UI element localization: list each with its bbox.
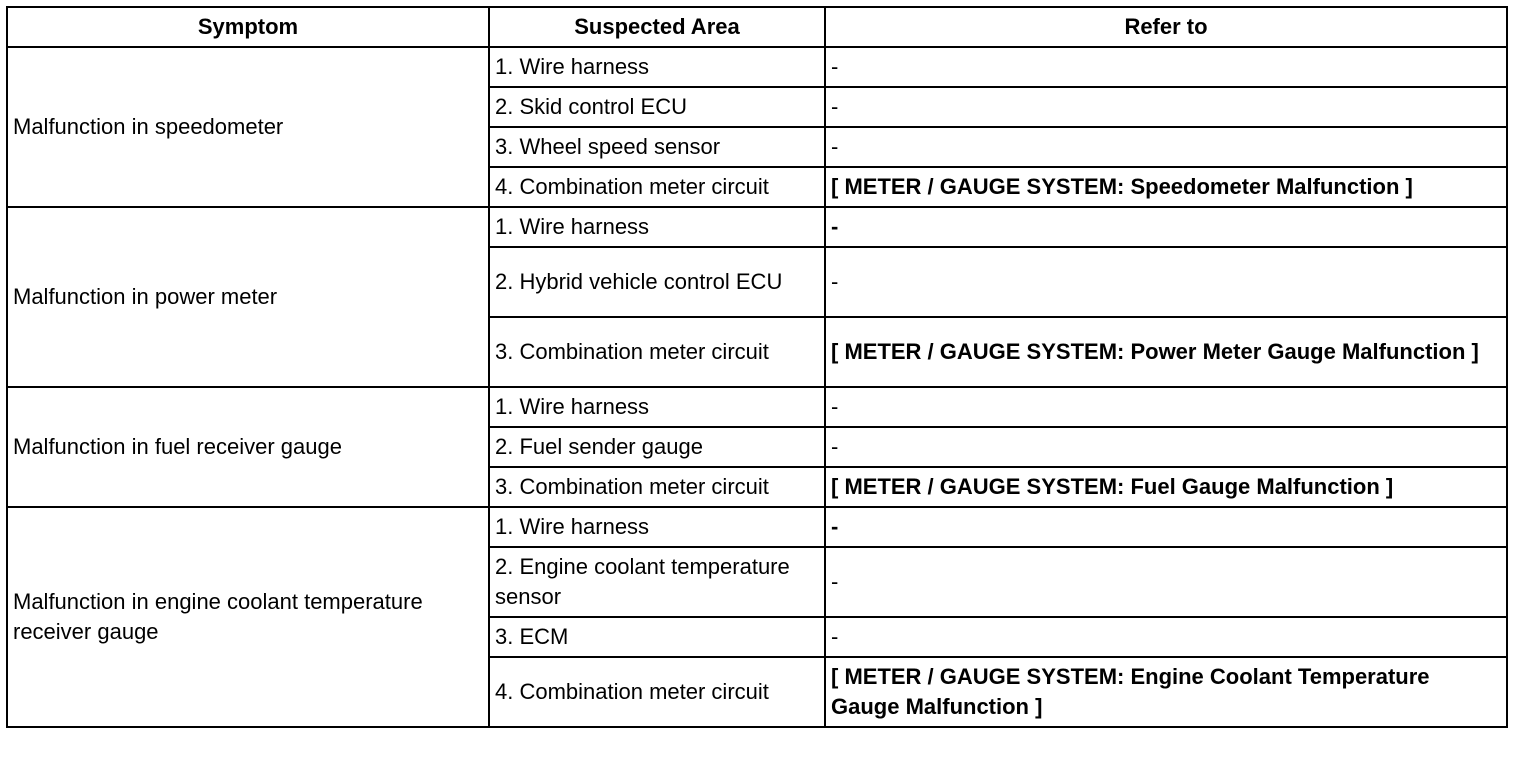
suspected-area-cell: 2. Skid control ECU bbox=[489, 87, 825, 127]
refer-to-cell: - bbox=[825, 127, 1507, 167]
symptom-cell: Malfunction in power meter bbox=[7, 207, 489, 387]
suspected-area-cell: 3. Combination meter circuit bbox=[489, 467, 825, 507]
refer-to-link[interactable]: [ METER / GAUGE SYSTEM: Fuel Gauge Malfunction ] bbox=[825, 467, 1507, 507]
refer-to-cell: - bbox=[825, 47, 1507, 87]
suspected-area-cell: 2. Engine coolant temperature sensor bbox=[489, 547, 825, 617]
suspected-area-cell: 3. Wheel speed sensor bbox=[489, 127, 825, 167]
refer-to-link[interactable]: [ METER / GAUGE SYSTEM: Speedometer Malfunction ] bbox=[825, 167, 1507, 207]
suspected-area-cell: 1. Wire harness bbox=[489, 207, 825, 247]
table-row bbox=[7, 507, 1507, 547]
suspected-area-cell: 2. Fuel sender gauge bbox=[489, 427, 825, 467]
symptom-cell: Malfunction in engine coolant temperature receiver gauge bbox=[7, 507, 489, 727]
refer-to-cell: - bbox=[825, 427, 1507, 467]
suspected-area-cell: 1. Wire harness bbox=[489, 507, 825, 547]
suspected-area-cell: 1. Wire harness bbox=[489, 387, 825, 427]
refer-to-cell: - bbox=[825, 207, 1507, 247]
table-row bbox=[7, 387, 1507, 427]
table-row bbox=[7, 47, 1507, 87]
suspected-area-cell: 3. Combination meter circuit bbox=[489, 317, 825, 387]
table-row bbox=[7, 207, 1507, 247]
refer-to-cell: - bbox=[825, 617, 1507, 657]
refer-to-cell: - bbox=[825, 247, 1507, 317]
refer-to-cell: - bbox=[825, 87, 1507, 127]
suspected-area-cell: 3. ECM bbox=[489, 617, 825, 657]
symptom-table bbox=[6, 6, 1508, 728]
suspected-area-cell: 4. Combination meter circuit bbox=[489, 657, 825, 727]
header-suspected-area: Suspected Area bbox=[489, 7, 825, 47]
suspected-area-cell: 1. Wire harness bbox=[489, 47, 825, 87]
refer-to-link[interactable]: [ METER / GAUGE SYSTEM: Power Meter Gauge Malfunction ] bbox=[825, 317, 1507, 387]
symptom-cell: Malfunction in speedometer bbox=[7, 47, 489, 207]
suspected-area-cell: 2. Hybrid vehicle control ECU bbox=[489, 247, 825, 317]
refer-to-cell: - bbox=[825, 387, 1507, 427]
symptom-cell: Malfunction in fuel receiver gauge bbox=[7, 387, 489, 507]
refer-to-cell: - bbox=[825, 507, 1507, 547]
refer-to-link[interactable]: [ METER / GAUGE SYSTEM: Engine Coolant Temperature Gauge Malfunction ] bbox=[825, 657, 1507, 727]
header-refer-to: Refer to bbox=[825, 7, 1507, 47]
header-row bbox=[7, 7, 1507, 47]
refer-to-cell: - bbox=[825, 547, 1507, 617]
header-symptom: Symptom bbox=[7, 7, 489, 47]
suspected-area-cell: 4. Combination meter circuit bbox=[489, 167, 825, 207]
